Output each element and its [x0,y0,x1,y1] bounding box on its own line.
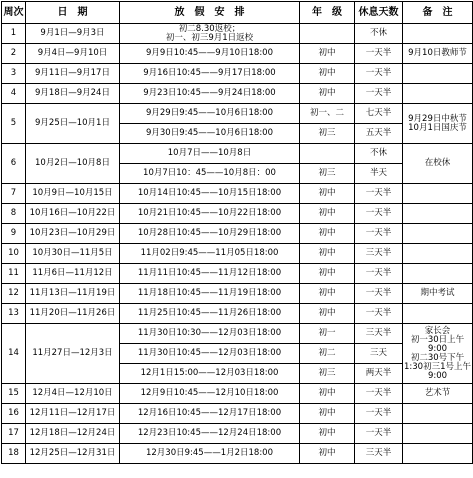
note-cell: 在校休 [403,144,473,184]
header-date: 日 期 [26,2,120,24]
note-line: 初一30日上午9:00 [410,334,465,354]
holiday-cell: 9月9日10:45——9月10日18:00 [120,44,300,64]
note-cell [403,244,473,264]
rest-cell: 一天半 [355,184,403,204]
holiday-cell: 10月7日——10月8日 [120,144,300,164]
table-row [2,424,473,444]
date-cell: 10月16日—10月22日 [26,204,120,224]
rest-cell: 一天半 [355,384,403,404]
week-cell: 18 [2,444,26,464]
rest-cell: 一天半 [355,304,403,324]
note-cell: 9月10日教师节 [403,44,473,64]
header-holiday: 放 假 安 排 [120,2,300,24]
rest-cell: 半天 [355,164,403,184]
schedule-table [1,1,473,464]
date-cell: 12月25日—12月31日 [26,444,120,464]
grade-cell: 初一、二 [300,104,355,124]
week-cell: 3 [2,64,26,84]
header-rest-days: 休息天数 [355,2,403,24]
grade-cell: 初中 [300,64,355,84]
date-cell: 12月18日—12月24日 [26,424,120,444]
table-row [2,284,473,304]
grade-cell: 初中 [300,44,355,64]
table-row [2,324,473,344]
rest-cell: 不休 [355,24,403,44]
holiday-cell: 11月30日10:30——12月03日18:00 [120,324,300,344]
rest-cell: 一天半 [355,204,403,224]
grade-cell: 初中 [300,384,355,404]
note-cell [403,424,473,444]
header-grade: 年 级 [300,2,355,24]
table-row [2,404,473,424]
grade-cell: 初三 [300,124,355,144]
holiday-cell: 12月23日10:45——12月24日18:00 [120,424,300,444]
date-cell: 9月11日—9月17日 [26,64,120,84]
grade-cell: 初二 [300,344,355,364]
note-cell: 艺术节 [403,384,473,404]
rest-cell: 一天半 [355,284,403,304]
week-cell: 13 [2,304,26,324]
note-line: 10月1日国庆节 [408,122,467,133]
holiday-cell: 11月02日9:45——11月05日18:00 [120,244,300,264]
table-row [2,204,473,224]
rest-cell: 一天半 [355,64,403,84]
date-cell: 9月1日—9月3日 [26,24,120,44]
rest-cell: 两天半 [355,364,403,384]
week-cell: 2 [2,44,26,64]
week-cell: 6 [2,144,26,184]
rest-cell: 一天半 [355,224,403,244]
week-cell: 9 [2,224,26,244]
week-cell: 17 [2,424,26,444]
grade-cell: 初中 [300,244,355,264]
holiday-cell: 11月18日10:45——11月19日18:00 [120,284,300,304]
grade-cell: 初中 [300,224,355,244]
note-cell [403,304,473,324]
holiday-cell: 9月23日10:45——9月24日18:00 [120,84,300,104]
grade-cell: 初三 [300,164,355,184]
grade-cell: 初中 [300,84,355,104]
date-cell: 11月6日—11月12日 [26,264,120,284]
table-row [2,24,473,44]
header-notes: 备 注 [403,2,473,24]
holiday-cell: 12月30日9:45——1月2日18:00 [120,444,300,464]
week-cell: 12 [2,284,26,304]
table-row [2,224,473,244]
header-row [2,2,473,24]
note-cell: 期中考试 [403,284,473,304]
holiday-cell: 10月21日10:45——10月22日18:00 [120,204,300,224]
holiday-line: 初二8.30返校； [178,23,241,34]
date-cell: 12月4日—12月10日 [26,384,120,404]
week-cell: 5 [2,104,26,144]
table-row [2,84,473,104]
grade-cell: 初中 [300,264,355,284]
table-row [2,104,473,124]
week-cell: 10 [2,244,26,264]
grade-cell: 初中 [300,444,355,464]
table-row [2,244,473,264]
note-cell [403,204,473,224]
date-cell: 10月2日—10月8日 [26,144,120,184]
date-cell: 11月27日—12月3日 [26,324,120,384]
date-cell: 9月18日—9月24日 [26,84,120,104]
date-cell: 10月23日—10月29日 [26,224,120,244]
holiday-cell: 11月25日10:45——11月26日18:00 [120,304,300,324]
rest-cell: 三天半 [355,444,403,464]
table-row [2,64,473,84]
rest-cell: 一天半 [355,264,403,284]
date-cell: 10月30日—11月5日 [26,244,120,264]
grade-cell: 初一 [300,324,355,344]
rest-cell: 一天半 [355,424,403,444]
rest-cell: 不休 [355,144,403,164]
grade-cell: 初中 [300,304,355,324]
date-cell: 11月13日—11月19日 [26,284,120,304]
week-cell: 16 [2,404,26,424]
grade-cell: 初三 [300,364,355,384]
note-cell [403,24,473,44]
note-cell [403,404,473,424]
grade-cell: 初中 [300,424,355,444]
table-row [2,184,473,204]
note-cell [403,84,473,104]
week-cell: 8 [2,204,26,224]
grade-cell: 初中 [300,284,355,304]
week-cell: 14 [2,324,26,384]
grade-cell [300,144,355,164]
note-cell [403,184,473,204]
rest-cell: 一天半 [355,84,403,104]
grade-cell: 初中 [300,404,355,424]
table-row [2,44,473,64]
holiday-cell: 12月16日10:45——12月17日18:00 [120,404,300,424]
week-cell: 7 [2,184,26,204]
holiday-cell: 12月9日10:45——12月10日18:00 [120,384,300,404]
table-row [2,144,473,164]
note-cell [403,64,473,84]
date-cell: 9月4日—9月10日 [26,44,120,64]
note-cell [403,224,473,244]
holiday-cell: 12月1日15:00——12月03日18:00 [120,364,300,384]
header-week: 周次 [2,2,26,24]
rest-cell: 五天半 [355,124,403,144]
week-cell: 11 [2,264,26,284]
holiday-line: 初一、初三9月1日返校 [165,32,254,43]
holiday-cell: 10月14日10:45——10月15日18:00 [120,184,300,204]
holiday-cell [120,24,300,44]
note-line: 初二30号下午1:30初三1号上午9:00 [404,352,471,381]
rest-cell: 七天半 [355,104,403,124]
holiday-cell: 11月30日10:45——12月03日18:00 [120,344,300,364]
date-cell: 11月20日—11月26日 [26,304,120,324]
rest-cell: 一天半 [355,404,403,424]
holiday-cell: 10月28日10:45——10月29日18:00 [120,224,300,244]
note-line: 9月29日中秋节 [408,113,467,124]
date-cell: 10月9日—10月15日 [26,184,120,204]
week-cell: 4 [2,84,26,104]
note-cell [403,324,473,384]
table-row [2,264,473,284]
grade-cell: 初中 [300,204,355,224]
holiday-cell: 9月29日9:45——10月6日18:00 [120,104,300,124]
date-cell: 12月11日—12月17日 [26,404,120,424]
holiday-cell: 10月7日10：45——10月8日：00 [120,164,300,184]
note-cell [403,104,473,144]
rest-cell: 三天半 [355,244,403,264]
note-cell [403,264,473,284]
week-cell: 1 [2,24,26,44]
rest-cell: 三天 [355,344,403,364]
rest-cell: 三天半 [355,324,403,344]
grade-cell [300,24,355,44]
holiday-cell: 11月11日10:45——11月12日18:00 [120,264,300,284]
table-row [2,304,473,324]
rest-cell: 一天半 [355,44,403,64]
week-cell: 15 [2,384,26,404]
holiday-cell: 9月30日9:45——10月6日18:00 [120,124,300,144]
date-cell: 9月25日—10月1日 [26,104,120,144]
table-row [2,384,473,404]
note-cell [403,444,473,464]
holiday-cell: 9月16日10:45——9月17日18:00 [120,64,300,84]
note-line: 家长会 [424,325,451,336]
grade-cell: 初中 [300,184,355,204]
table-row [2,444,473,464]
